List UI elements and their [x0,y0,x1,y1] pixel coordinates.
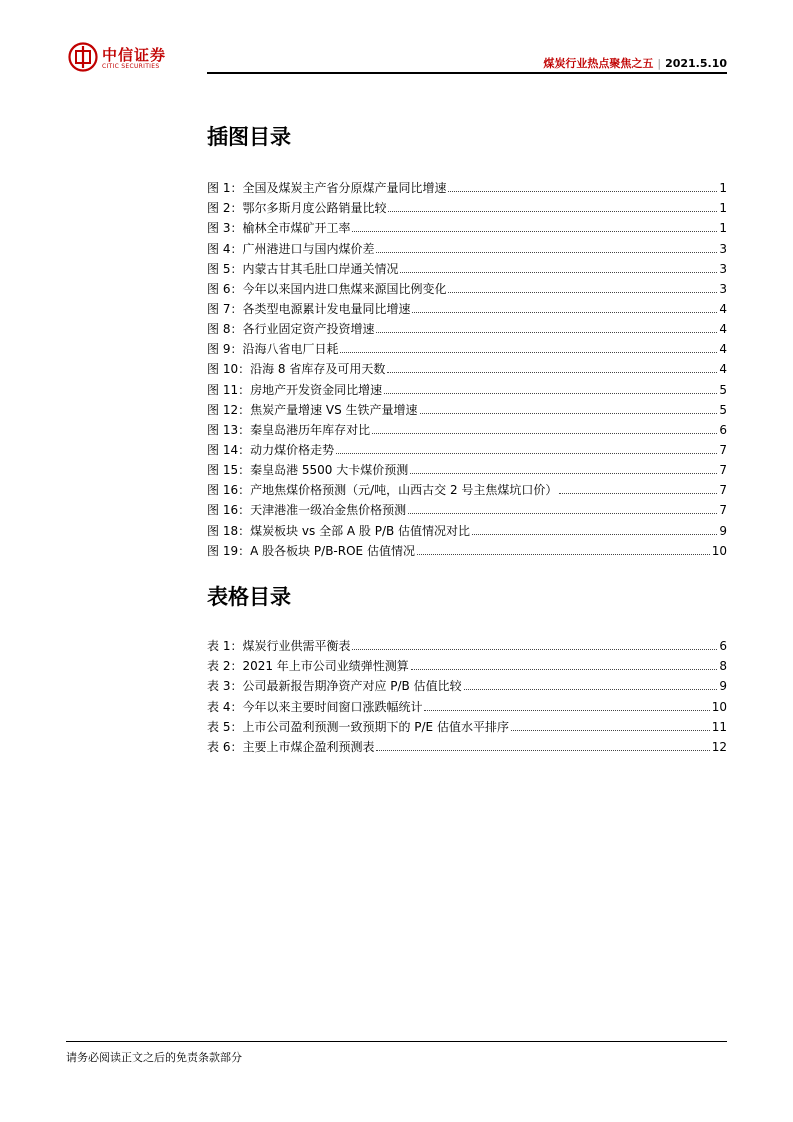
toc-entry-label: 图 13：秦皇岛港历年库存对比 [207,422,371,437]
toc-entry[interactable] [207,337,727,357]
toc-leader-dots [340,352,717,353]
toc-entry-label: 图 2：鄂尔多斯月度公路销量比较 [207,201,387,216]
toc-leader-dots [448,191,717,192]
toc-leader-dots [352,231,717,232]
toc-entry-page: 1 [719,201,727,216]
toc-leader-dots [408,513,717,514]
toc-entry[interactable] [207,216,727,236]
report-date: 2021.5.10 [665,57,727,70]
toc-entry-label: 图 5：内蒙古甘其毛肚口岸通关情况 [207,261,399,276]
toc-entry[interactable] [207,377,727,397]
toc-entry-label: 图 1：全国及煤炭主产省分原煤产量同比增速 [207,181,447,196]
toc-entry-page: 11 [711,719,727,734]
toc-entry[interactable] [207,236,727,256]
toc-entry-label: 图 14：动力煤价格走势 [207,442,335,457]
logo-chinese-name: 中信证券 [102,46,167,64]
toc-entry-label: 图 12：焦炭产量增速 VS 生铁产量增速 [207,402,418,417]
toc-entry-page: 5 [719,382,727,397]
report-series: 煤炭行业热点聚焦之五 [543,57,654,70]
toc-entry[interactable] [207,398,727,418]
toc-entry-page: 3 [719,281,727,296]
toc-entry[interactable] [207,418,727,438]
toc-leader-dots [464,689,718,690]
footer-divider [66,1041,727,1042]
toc-entry-page: 9 [719,679,727,694]
toc-entry-label: 表 5：上市公司盈利预测一致预期下的 P/E 估值水平排序 [207,719,509,734]
toc-leader-dots [417,554,710,555]
toc-leader-dots [376,332,717,333]
table-list-title: 表格目录 [207,585,291,609]
figure-toc [207,176,727,559]
toc-entry-label: 图 3：榆林全市煤矿开工率 [207,221,351,236]
toc-entry[interactable] [207,357,727,377]
toc-leader-dots [388,211,717,212]
toc-entry-page: 1 [719,221,727,236]
toc-leader-dots [420,413,718,414]
toc-leader-dots [472,534,717,535]
header-separator: | [657,57,662,70]
toc-entry-page: 1 [719,181,727,196]
toc-entry-label: 表 3：公司最新报告期净资产对应 P/B 估值比较 [207,679,462,694]
toc-entry-label: 表 4：今年以来主要时间窗口涨跌幅统计 [207,699,423,714]
report-info [543,55,727,71]
toc-entry-page: 3 [719,241,727,256]
toc-entry-label: 表 2：2021 年上市公司业绩弹性测算 [207,659,409,674]
table-list-section [207,584,727,755]
toc-leader-dots [424,710,709,711]
toc-leader-dots [352,649,717,650]
page-header [0,0,793,80]
toc-leader-dots [376,750,709,751]
toc-entry[interactable] [207,518,727,538]
toc-entry-label: 图 16：天津港准一级冶金焦价格预测 [207,503,407,518]
toc-leader-dots [511,730,710,731]
toc-leader-dots [411,669,718,670]
toc-entry-page: 4 [719,301,727,316]
toc-entry-label: 图 18：煤炭板块 vs 全部 A 股 P/B 估值情况对比 [207,523,471,538]
toc-entry-label: 图 19：A 股各板块 P/B-ROE 估值情况 [207,543,415,558]
toc-entry-page: 7 [719,442,727,457]
logo-english-name: CITIC SECURITIES [102,63,160,70]
disclaimer-note: 请务必阅读正文之后的免责条款部分 [66,1051,242,1064]
toc-entry-page: 3 [719,261,727,276]
toc-leader-dots [400,272,717,273]
toc-entry-page: 10 [711,699,727,714]
toc-entry-page: 5 [719,402,727,417]
figure-list-section [207,124,727,559]
toc-entry[interactable] [207,498,727,518]
citic-logo [68,42,178,74]
toc-entry[interactable] [207,634,727,654]
toc-entry-label: 图 4：广州港进口与国内煤价差 [207,241,375,256]
toc-entry[interactable] [207,458,727,478]
toc-entry[interactable] [207,715,727,735]
toc-entry-page: 4 [719,322,727,337]
toc-entry-page: 10 [711,543,727,558]
toc-entry-page: 7 [719,483,727,498]
toc-entry-label: 图 6：今年以来国内进口焦煤来源国比例变化 [207,281,447,296]
toc-entry-page: 9 [719,523,727,538]
toc-entry-page: 6 [719,422,727,437]
toc-leader-dots [372,433,717,434]
toc-entry[interactable] [207,196,727,216]
toc-entry-page: 4 [719,342,727,357]
toc-entry[interactable] [207,438,727,458]
toc-entry-label: 图 16：产地焦煤价格预测（元/吨，山西古交 2 号主焦煤坑口价） [207,483,558,498]
toc-entry-label: 图 8：各行业固定资产投资增速 [207,322,375,337]
toc-entry[interactable] [207,735,727,755]
toc-entry[interactable] [207,654,727,674]
toc-entry[interactable] [207,317,727,337]
toc-leader-dots [412,312,717,313]
toc-entry[interactable] [207,257,727,277]
toc-entry-label: 表 1：煤炭行业供需平衡表 [207,639,351,654]
toc-entry[interactable] [207,694,727,714]
toc-leader-dots [376,252,717,253]
table-toc [207,634,727,755]
toc-entry-label: 图 11：房地产开发资金同比增速 [207,382,383,397]
toc-leader-dots [387,372,717,373]
citic-logo-icon [68,42,98,72]
toc-entry[interactable] [207,539,727,559]
toc-leader-dots [448,292,717,293]
toc-entry-page: 7 [719,503,727,518]
toc-entry[interactable] [207,674,727,694]
toc-entry[interactable] [207,478,727,498]
toc-leader-dots [410,473,717,474]
toc-entry[interactable] [207,297,727,317]
toc-entry[interactable] [207,176,727,196]
toc-leader-dots [559,493,717,494]
toc-entry-page: 8 [719,659,727,674]
toc-entry-label: 图 10：沿海 8 省库存及可用天数 [207,362,386,377]
toc-leader-dots [384,393,717,394]
toc-entry-label: 表 6：主要上市煤企盈利预测表 [207,739,375,754]
toc-entry-page: 4 [719,362,727,377]
toc-entry-label: 图 7：各类型电源累计发电量同比增速 [207,301,411,316]
toc-entry-page: 7 [719,463,727,478]
toc-entry-page: 12 [711,739,727,754]
toc-leader-dots [336,453,717,454]
toc-entry[interactable] [207,277,727,297]
header-divider [207,72,727,74]
toc-entry-page: 6 [719,639,727,654]
toc-entry-label: 图 15：秦皇岛港 5500 大卡煤价预测 [207,463,409,478]
figure-list-title: 插图目录 [207,125,291,149]
toc-entry-label: 图 9：沿海八省电厂日耗 [207,342,339,357]
